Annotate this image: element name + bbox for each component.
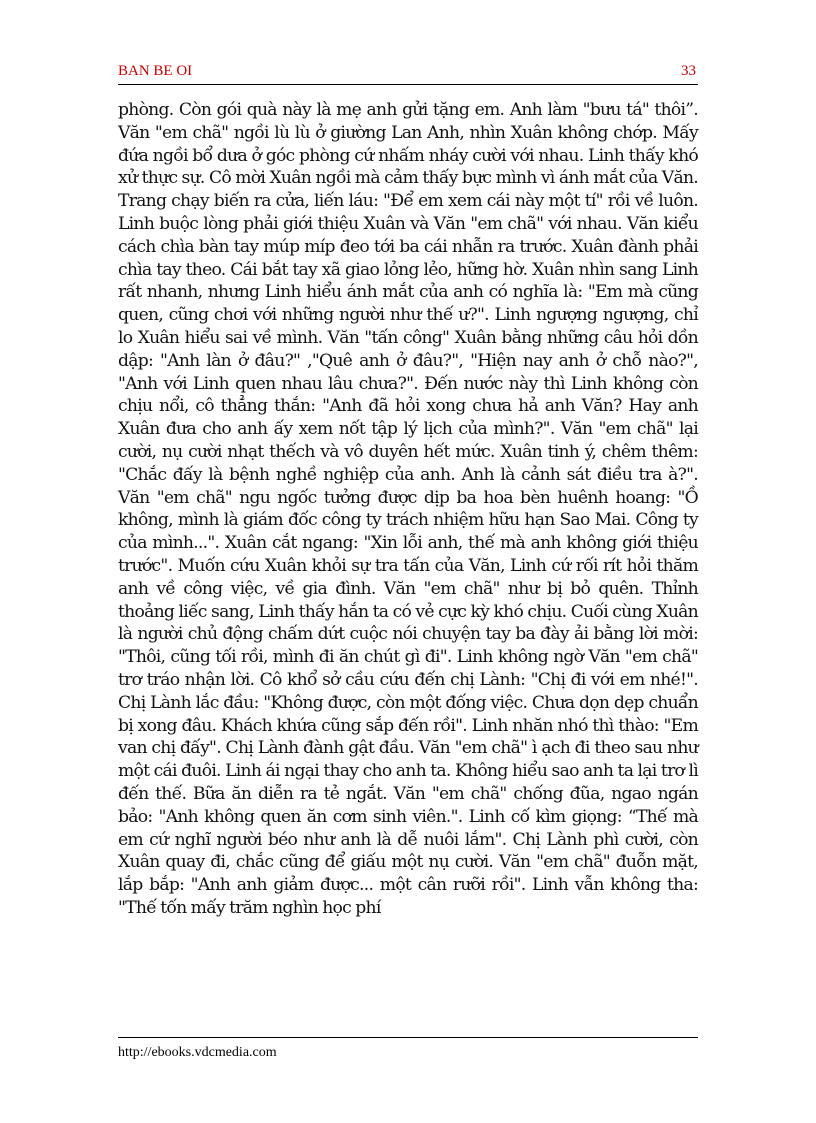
page-header (118, 62, 698, 85)
book-title: BAN BE OI (118, 63, 193, 79)
footer-url: http://ebooks.vdcmedia.com (118, 1045, 277, 1060)
page-footer (118, 1037, 698, 1061)
page-number: 33 (681, 63, 696, 79)
body-paragraph: phòng. Còn gói quà này là mẹ anh gửi tặng em. Anh làm "bưu tá" thôi”. Văn "em chã" ngồi lù lù ở giường Lan Anh, nhìn Xuân không chớp. Mấy đứa ngồi bổ dưa ở góc phòng cứ nhấm nháy cười với nhau. Linh thấy khó xử thực sự. Cô mời Xuân ngồi mà cảm thấy bực mình vì ánh mắt của Văn. Trang chạy biến ra cửa, liến láu: "Để em xem cái này một tí" rồi về luôn. Linh buộc lòng phải giới thiệu Xuân và Văn "em chã" với nhau. Văn kiểu cách chìa bàn tay múp míp đeo tới ba cái nhẫn ra trước. Xuân đành phải chìa tay theo. Cái bắt tay xã giao lỏng lẻo, hững hờ. Xuân nhìn sang Linh rất nhanh, nhưng Linh hiểu ánh mắt của anh có nghĩa là: "Em mà cũng quen, cũng chơi với những người như thế ư?". Linh ngượng ngượng, chỉ lo Xuân hiểu sai về mình. Văn "tấn công" Xuân bằng những câu hỏi dồn dập: "Anh làn ở đâu?" ,"Quê anh ở đâu?", "Hiện nay anh ở chỗ nào?", "Anh với Linh quen nhau lâu chưa?". Đến nước này thì Linh không còn chịu nổi, cô thẳng thắn: "Anh đã hỏi xong chưa hả anh Văn? Hay anh Xuân đưa cho anh ấy xem nốt tập lý lịch của mình?". Văn "em chã" lại cười, nụ cười nhạt thếch và vô duyên hết mức. Xuân tinh ý, chêm thêm: "Chắc đấy là bệnh nghề nghiệp của anh. Anh là cảnh sát điều tra à?". Văn "em chã" ngu ngốc tưởng được dịp ba hoa bèn huênh hoang: "Ồ không, mình là giám đốc công ty trách nhiệm hữu hạn Sao Mai. Công ty của mình...". Xuân cắt ngang: "Xin lỗi anh, thế mà anh không giới thiệu trước". Muốn cứu Xuân khỏi sự tra tấn của Văn, Linh cứ rối rít hỏi thăm anh về công việc, về gia đình. Văn "em chã" như bị bỏ quên. Thỉnh thoảng liếc sang, Linh thấy hắn ta có vẻ cực kỳ khó chịu. Cuối cùng Xuân là người chủ động chấm dứt cuộc nói chuyện tay ba đày ải bằng lời mời: "Thôi, cũng tối rồi, mình đi ăn chút gì đi". Linh không ngờ Văn "em chã" trơ tráo nhận lời. Cô khổ sở cầu cứu đến chị Lành: "Chị đi với em nhé!". Chị Lành lắc đầu: "Không được, còn một đống việc. Chưa dọn dẹp chuẩn bị xong đâu. Khách khứa cũng sắp đến rồi". Linh nhăn nhó thì thào: "Em van chị đấy". Chị Lành đành gật đầu. Văn "em chã" ì ạch đi theo sau như một cái đuôi. Linh ái ngại thay cho anh ta. Không hiểu sao anh ta lại trơ lì đến thế. Bữa ăn diễn ra tẻ ngắt. Văn "em chã" chống đũa, ngao ngán bảo: "Anh không quen ăn cơm sinh viên.". Linh cố kìm giọng: “Thế mà em cứ nghĩ người béo như anh là dễ nuôi lắm". Chị Lành phì cười, còn Xuân quay đi, chắc cũng để giấu một nụ cười. Văn "em chã" đuỗn mặt, lắp bắp: "Anh anh giảm được... một cân rưỡi rồi". Linh vẫn không tha: "Thế tốn mấy trăm nghìn học phí (118, 100, 698, 918)
